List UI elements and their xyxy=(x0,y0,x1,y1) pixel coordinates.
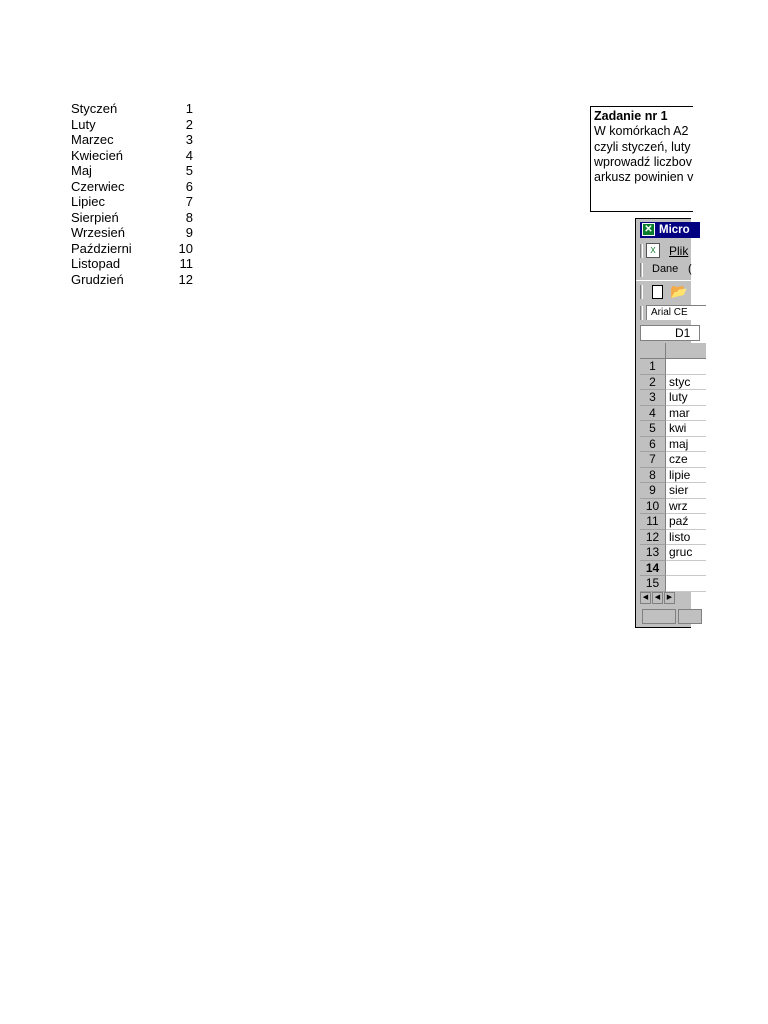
grid-cell[interactable]: kwi xyxy=(666,421,706,437)
grid-cell[interactable]: luty xyxy=(666,390,706,406)
month-number: 2 xyxy=(185,116,193,132)
grid-cell[interactable] xyxy=(666,576,706,592)
month-number: 7 xyxy=(185,194,193,209)
month-row xyxy=(71,256,196,272)
month-name: Marzec xyxy=(71,132,114,147)
status-bar xyxy=(640,609,700,625)
row-header-selected[interactable]: 14 xyxy=(640,561,666,577)
month-name: Kwiecień xyxy=(71,147,124,163)
grid-cell[interactable]: styc xyxy=(666,375,706,391)
excel-app-icon: ✕ xyxy=(642,223,655,236)
toolbar-separator xyxy=(640,263,643,277)
table-row xyxy=(640,468,706,484)
table-row xyxy=(640,421,706,437)
task-line: arkusz powinien v xyxy=(594,170,694,185)
select-all-corner[interactable] xyxy=(640,343,666,359)
table-row xyxy=(640,545,706,561)
row-header[interactable]: 5 xyxy=(640,421,666,437)
month-name: Grudzień xyxy=(71,271,124,287)
toolbar-separator xyxy=(640,244,643,258)
formatting-toolbar xyxy=(636,304,706,322)
month-name: Luty xyxy=(71,116,96,132)
font-name-select[interactable]: Arial CE xyxy=(646,305,706,320)
month-number: 4 xyxy=(185,147,193,163)
name-box[interactable]: D1 xyxy=(640,325,700,341)
month-name: Wrzesień xyxy=(71,225,125,240)
month-row xyxy=(71,148,196,164)
month-row xyxy=(71,194,196,210)
table-row xyxy=(640,561,706,577)
row-header[interactable]: 4 xyxy=(640,406,666,422)
row-header[interactable]: 9 xyxy=(640,483,666,499)
task-textbox xyxy=(590,106,693,212)
excel-titlebar xyxy=(640,222,700,238)
prev-sheet-icon[interactable]: ◀ xyxy=(652,592,663,604)
grid-cell[interactable]: listo xyxy=(666,530,706,546)
month-row xyxy=(71,163,196,179)
row-header[interactable]: 13 xyxy=(640,545,666,561)
month-name: Sierpień xyxy=(71,209,119,225)
month-number: 6 xyxy=(185,178,193,194)
table-row xyxy=(640,576,706,592)
toolbar-separator xyxy=(640,306,643,320)
row-header[interactable]: 2 xyxy=(640,375,666,391)
month-row xyxy=(71,117,196,133)
grid-cell[interactable]: lipie xyxy=(666,468,706,484)
grid-cell[interactable]: gruc xyxy=(666,545,706,561)
next-sheet-icon[interactable]: ▶ xyxy=(664,592,675,604)
month-number: 9 xyxy=(185,225,193,240)
table-row xyxy=(640,359,706,375)
row-header[interactable]: 1 xyxy=(640,359,666,375)
month-name: Październi xyxy=(71,240,132,256)
status-pane xyxy=(678,609,702,624)
row-header[interactable]: 8 xyxy=(640,468,666,484)
month-row xyxy=(71,101,196,117)
task-line: czyli styczeń, luty xyxy=(594,139,691,154)
menu-dane[interactable]: Dane xyxy=(652,263,679,275)
new-file-icon[interactable] xyxy=(652,285,663,299)
month-row xyxy=(71,225,196,241)
grid-cell[interactable] xyxy=(666,359,706,375)
table-row xyxy=(640,406,706,422)
grid-cell[interactable]: mar xyxy=(666,406,706,422)
status-pane xyxy=(642,609,676,624)
workbook-icon[interactable]: X xyxy=(646,243,660,258)
table-row xyxy=(640,483,706,499)
months-list xyxy=(71,101,196,287)
task-line: W komórkach A2 xyxy=(594,124,689,139)
menu-bar xyxy=(636,241,706,261)
row-header[interactable]: 7 xyxy=(640,452,666,468)
table-row xyxy=(640,375,706,391)
menu-plik[interactable]: Plik xyxy=(669,244,689,258)
table-row xyxy=(640,530,706,546)
grid-cell[interactable]: maj xyxy=(666,437,706,453)
grid-cell[interactable]: cze xyxy=(666,452,706,468)
month-row xyxy=(71,210,196,226)
month-row xyxy=(71,272,196,288)
table-row xyxy=(640,437,706,453)
month-name: Czerwiec xyxy=(71,178,125,194)
table-row xyxy=(640,452,706,468)
row-header[interactable]: 3 xyxy=(640,390,666,406)
month-row xyxy=(71,179,196,195)
row-header[interactable]: 10 xyxy=(640,499,666,515)
month-name: Listopad xyxy=(71,256,121,271)
table-row xyxy=(640,499,706,515)
grid-cell[interactable]: wrz xyxy=(666,499,706,515)
month-number: 12 xyxy=(178,271,193,287)
grid-rows xyxy=(640,359,706,592)
menu-bar-2 xyxy=(636,261,706,279)
month-number: 11 xyxy=(179,256,193,271)
month-number: 3 xyxy=(185,132,193,147)
task-line: wprowadź liczbov xyxy=(594,154,692,169)
sheet-tab-nav xyxy=(640,592,700,605)
row-header[interactable]: 11 xyxy=(640,514,666,530)
month-number: 8 xyxy=(185,209,193,225)
excel-screenshot xyxy=(635,218,691,628)
menu-next[interactable]: ( xyxy=(688,263,692,275)
month-number: 10 xyxy=(178,240,193,256)
grid-cell[interactable]: sier xyxy=(666,483,706,499)
month-name: Styczeń xyxy=(71,101,118,116)
month-name: Maj xyxy=(71,163,92,178)
table-row xyxy=(640,514,706,530)
month-name: Lipiec xyxy=(71,194,105,209)
row-header[interactable]: 6 xyxy=(640,437,666,453)
task-title: Zadanie nr 1 xyxy=(594,109,668,123)
month-number: 5 xyxy=(185,163,193,178)
column-header[interactable] xyxy=(666,343,706,359)
excel-title: Micro xyxy=(659,224,690,236)
grid-cell[interactable] xyxy=(666,561,706,577)
month-number: 1 xyxy=(185,101,193,116)
first-sheet-icon[interactable]: ◀ xyxy=(640,592,651,604)
row-header[interactable]: 12 xyxy=(640,530,666,546)
grid-cell[interactable]: paź xyxy=(666,514,706,530)
month-row xyxy=(71,241,196,257)
open-folder-icon[interactable]: 📂 xyxy=(670,283,688,299)
toolbar-separator xyxy=(640,285,643,299)
standard-toolbar xyxy=(636,280,706,303)
month-row xyxy=(71,132,196,148)
row-header[interactable]: 15 xyxy=(640,576,666,592)
table-row xyxy=(640,390,706,406)
